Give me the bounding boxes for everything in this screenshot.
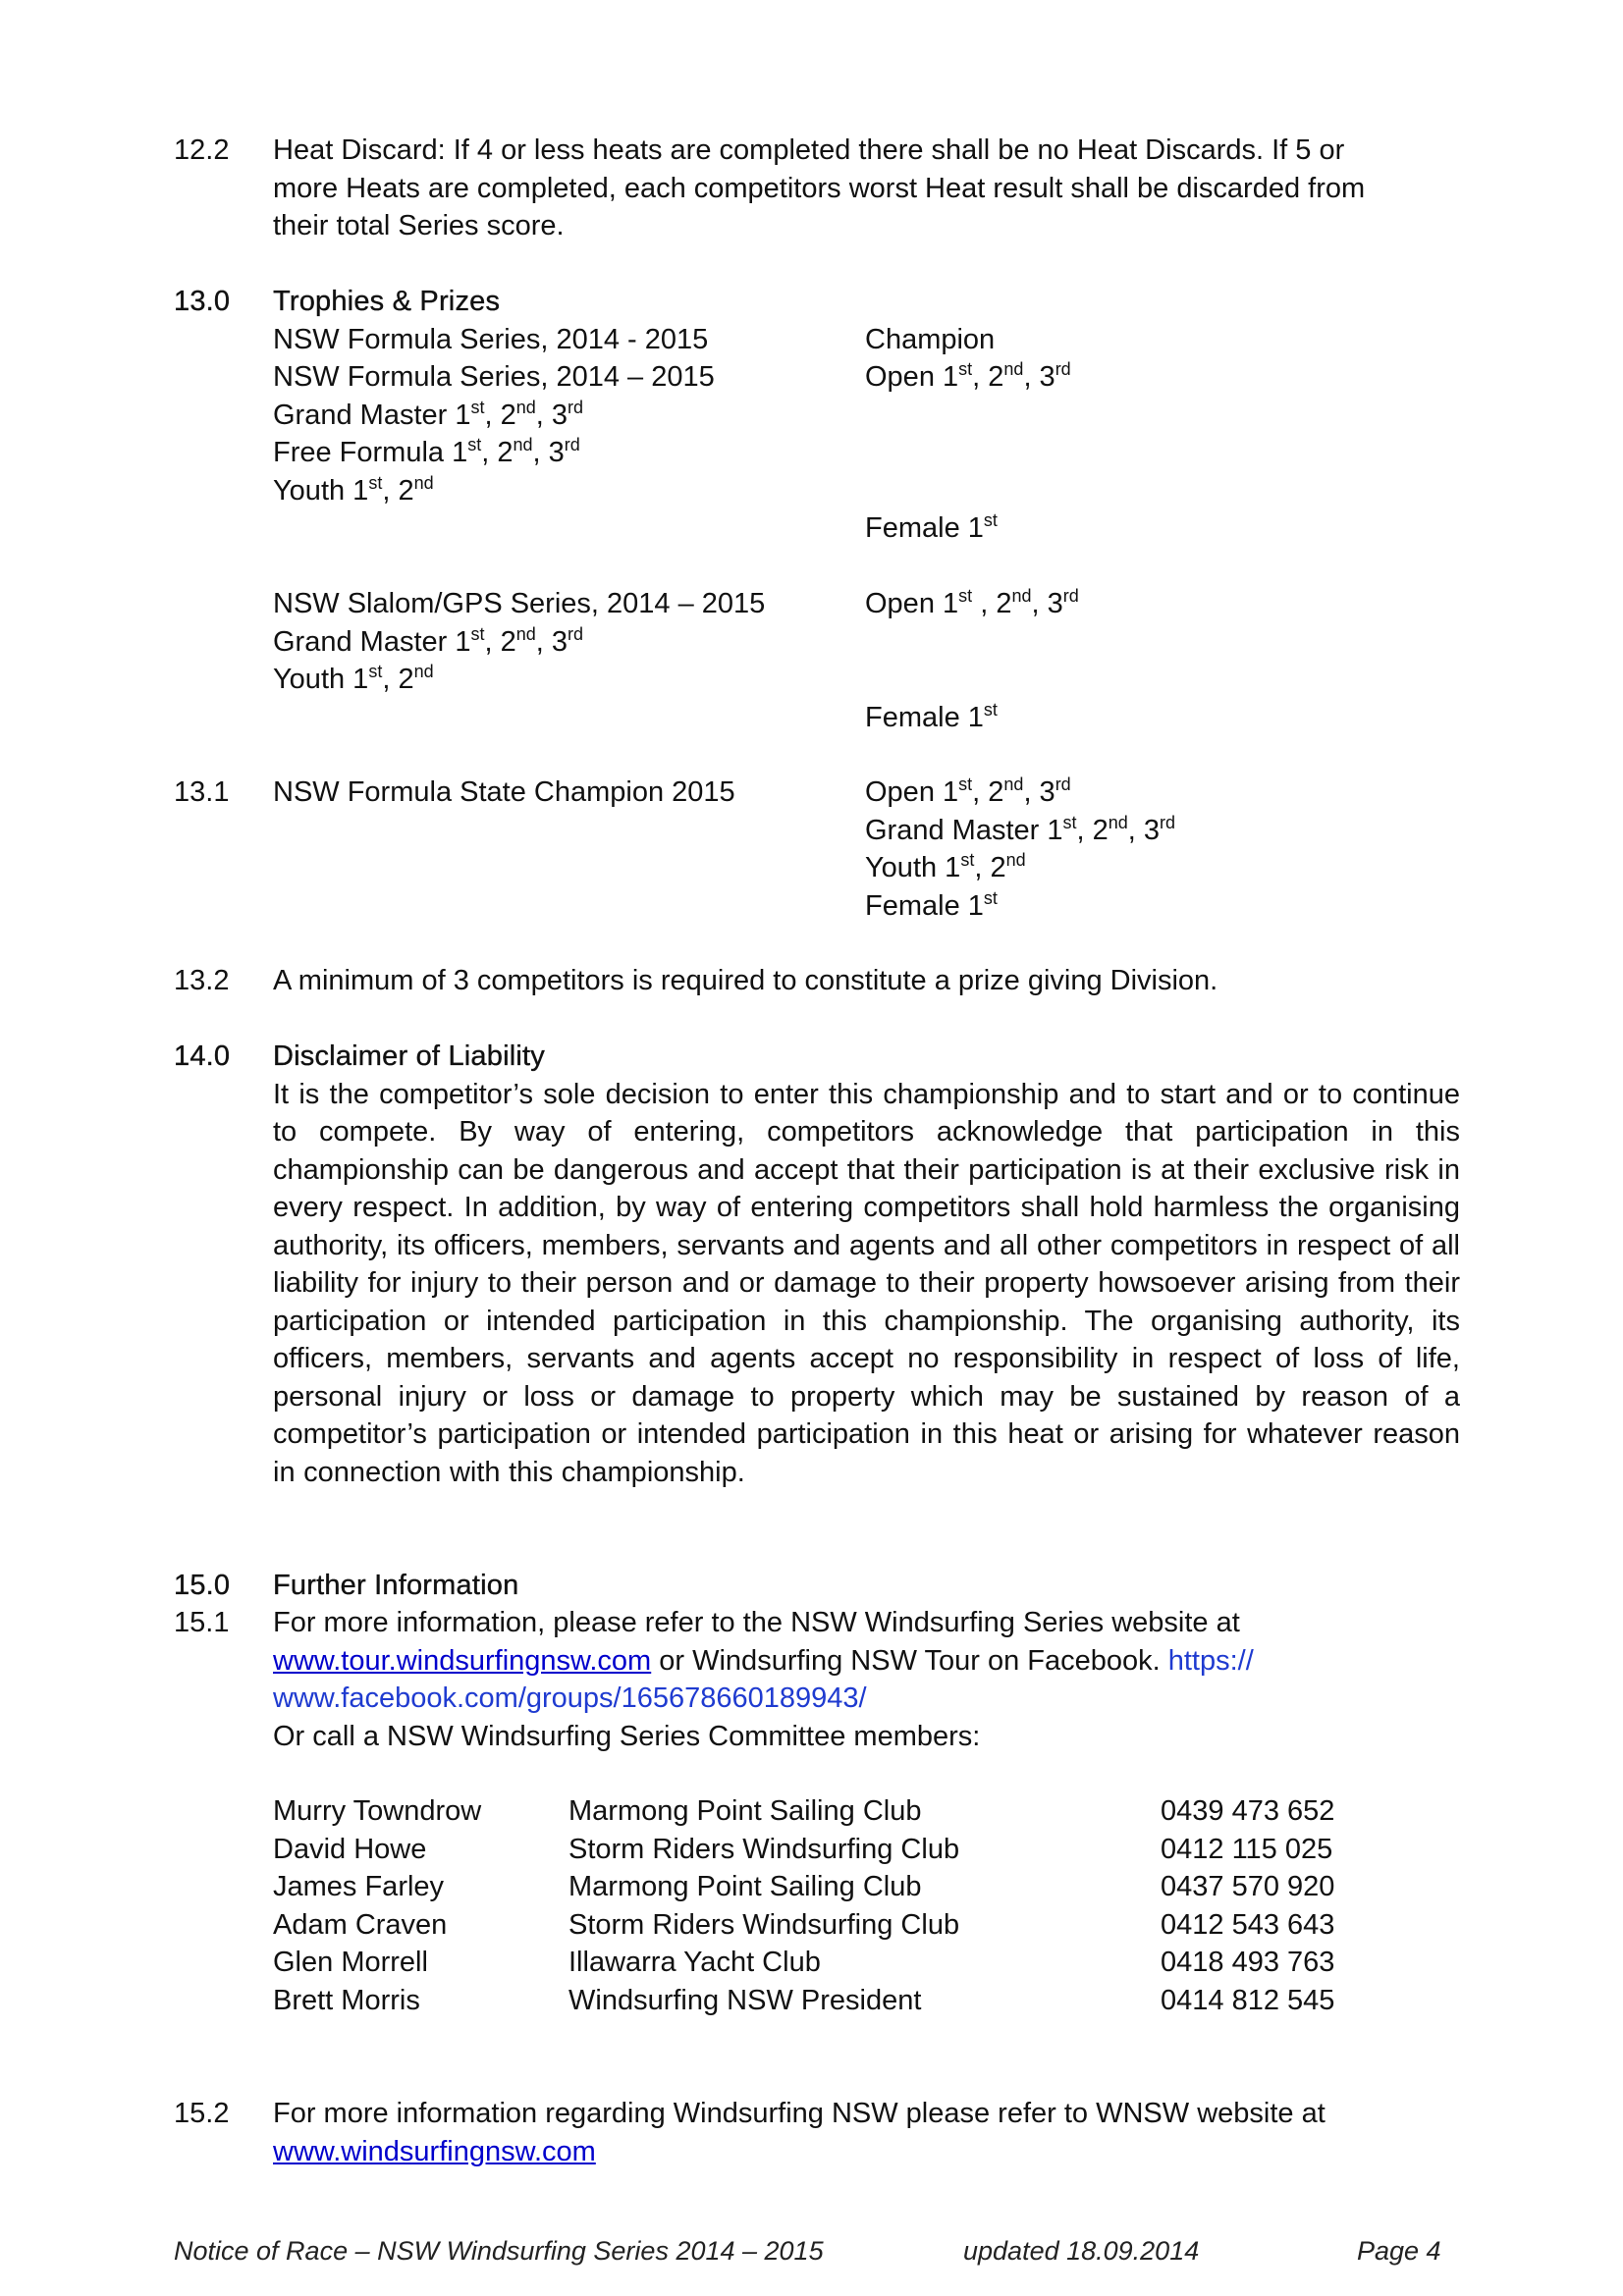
section-number: 15.1 — [174, 1607, 230, 1638]
table-row — [273, 1906, 1353, 1945]
text-line: For more information regarding Windsurfing NSW please refer to WNSW website at — [273, 2098, 1325, 2129]
text-line: For more information, please refer to the NSW Windsurfing Series website at — [273, 1607, 1240, 1638]
text-line — [273, 2133, 1460, 2171]
section-body — [273, 774, 1460, 925]
prize-award: Open 1st, 2nd, 3rd — [865, 359, 1071, 393]
prize-award: Champion — [865, 323, 996, 355]
text-line: Heat Discard: If 4 or less heats are completed there shall be no Heat Discards. If 5 or — [273, 134, 1345, 166]
contact-name: Adam Craven — [273, 1908, 448, 1941]
section-title: Trophies & Prizes — [273, 286, 501, 317]
section-body — [273, 1038, 1460, 1491]
section-number: 15.0 — [174, 1570, 231, 1601]
prize-award: Open 1st, 2nd, 3rd — [865, 774, 1071, 808]
section-number: 13.2 — [174, 965, 230, 996]
prize-category: Youth 1st, 2nd — [273, 472, 434, 507]
tour-website-link[interactable]: www.tour.windsurfingnsw.com — [273, 1644, 652, 1677]
section-title: Further Information — [273, 1570, 519, 1601]
section-number: 14.0 — [174, 1041, 231, 1072]
prize-series: NSW Formula Series, 2014 - 2015 — [273, 323, 709, 355]
prize-row — [273, 699, 1460, 737]
section-13-2 — [174, 962, 1460, 1000]
facebook-link-part2[interactable]: www.facebook.com/groups/165678660189943/ — [273, 1682, 867, 1714]
prize-award: Open 1st , 2nd, 3rd — [865, 586, 1079, 619]
section-body — [273, 1604, 1460, 1755]
text-line: their total Series score. — [273, 210, 565, 241]
prize-row — [273, 849, 1460, 887]
footer-title: Notice of Race – NSW Windsurfing Series 2014 – 2015 — [174, 2236, 824, 2266]
prize-row — [273, 472, 1460, 510]
contact-phone: 0437 570 920 — [1161, 1871, 1335, 1902]
prize-row — [273, 509, 1460, 548]
prize-category: Free Formula 1st, 2nd, 3rd — [273, 435, 580, 468]
contact-phone: 0414 812 545 — [1161, 1984, 1335, 2016]
prize-series: NSW Formula State Champion 2015 — [273, 776, 735, 808]
contacts-table — [273, 1792, 1353, 2019]
contact-club: Storm Riders Windsurfing Club — [568, 1833, 960, 1865]
prize-award: Female 1st — [865, 699, 998, 733]
text-fragment: or Windsurfing NSW Tour on Facebook. — [651, 1644, 1168, 1677]
prize-category: Youth 1st, 2nd — [273, 662, 434, 695]
prize-series: NSW Formula Series, 2014 – 2015 — [273, 361, 715, 393]
contact-phone: 0418 493 763 — [1161, 1947, 1335, 1978]
prize-row — [273, 623, 1460, 662]
prize-award: Female 1st — [865, 887, 998, 922]
facebook-link-part1[interactable]: https:// — [1167, 1644, 1254, 1677]
table-row — [273, 1868, 1353, 1906]
contact-club: Marmong Point Sailing Club — [568, 1795, 922, 1827]
section-body — [273, 2095, 1460, 2170]
contact-name: Brett Morris — [273, 1984, 420, 2016]
section-body — [273, 132, 1460, 245]
prize-row — [273, 585, 1460, 623]
section-title: Disclaimer of Liability — [273, 1041, 545, 1072]
footer-page-number: Page 4 — [1357, 2236, 1441, 2266]
contact-name: James Farley — [273, 1871, 445, 1902]
section-text: A minimum of 3 competitors is required to constitute a prize giving Division. — [273, 965, 1218, 996]
wnsw-website-link[interactable]: www.windsurfingnsw.com — [273, 2135, 596, 2167]
page-footer — [174, 2232, 1460, 2269]
prize-row — [273, 358, 1460, 397]
table-row — [273, 1944, 1353, 1982]
formula-prize-table — [273, 321, 1460, 548]
prize-row — [273, 434, 1460, 472]
text-line: Or call a NSW Windsurfing Series Committee members: — [273, 1720, 981, 1752]
section-number: 15.2 — [174, 2098, 230, 2129]
contact-club: Illawarra Yacht Club — [568, 1947, 821, 1978]
text-line — [273, 1642, 1460, 1681]
contact-phone: 0412 543 643 — [1161, 1908, 1335, 1941]
text-line: more Heats are completed, each competitors worst Heat result shall be discarded from — [273, 172, 1366, 204]
prize-row — [273, 887, 1460, 926]
prize-row — [273, 397, 1460, 435]
slalom-prize-table — [273, 585, 1460, 736]
prize-category: Grand Master 1st, 2nd, 3rd — [273, 397, 584, 431]
prize-row — [273, 774, 1460, 812]
table-row — [273, 1982, 1353, 2020]
section-number: 12.2 — [174, 134, 230, 166]
section-body — [273, 283, 1460, 736]
prize-row — [273, 321, 1460, 359]
contact-name: Murry Towndrow — [273, 1795, 482, 1827]
section-number: 13.0 — [174, 286, 231, 317]
text-line — [273, 1680, 1460, 1718]
prize-row — [273, 812, 1460, 850]
contact-phone: 0412 115 025 — [1161, 1833, 1333, 1865]
footer-updated: updated 18.09.2014 — [963, 2236, 1200, 2266]
section-15-0 — [174, 1567, 1460, 1605]
prize-category: Grand Master 1st, 2nd, 3rd — [273, 623, 584, 658]
prize-row — [273, 661, 1460, 699]
prize-award: Youth 1st, 2nd — [865, 850, 1026, 883]
prize-award: Female 1st — [865, 510, 998, 544]
prize-award: Grand Master 1st, 2nd, 3rd — [865, 812, 1176, 846]
table-row — [273, 1831, 1353, 1869]
contact-club: Storm Riders Windsurfing Club — [568, 1908, 960, 1941]
table-row — [273, 1792, 1353, 1831]
contact-name: David Howe — [273, 1833, 427, 1865]
prize-series: NSW Slalom/GPS Series, 2014 – 2015 — [273, 588, 766, 619]
disclaimer-text: It is the competitor’s sole decision to enter this championship and to start and or to continue to compete. By way of entering, competitors acknowledge that participation in this championship can be dangerous and accept that their participation is at their exclusive risk in every respect. In addition, by way of entering competitors shall hold harmless the organising authority, its officers, members, servants and agents and all other competitors in respect of all liability for injury to their person and or damage to their property howsoever arising from their participation or intended participation in this championship. The organising authority, its officers, members, servants and agents accept no responsibility in respect of loss of life, personal injury or loss or damage to property which may be sustained by reason of a competitor’s participation or intended participation in this heat or arising for whatever reason in connection with this championship. — [273, 1078, 1460, 1488]
section-number: 13.1 — [174, 776, 230, 808]
contact-club: Marmong Point Sailing Club — [568, 1871, 922, 1902]
contact-phone: 0439 473 652 — [1161, 1795, 1335, 1827]
contact-club: Windsurfing NSW President — [568, 1984, 922, 2016]
contact-name: Glen Morrell — [273, 1947, 428, 1978]
